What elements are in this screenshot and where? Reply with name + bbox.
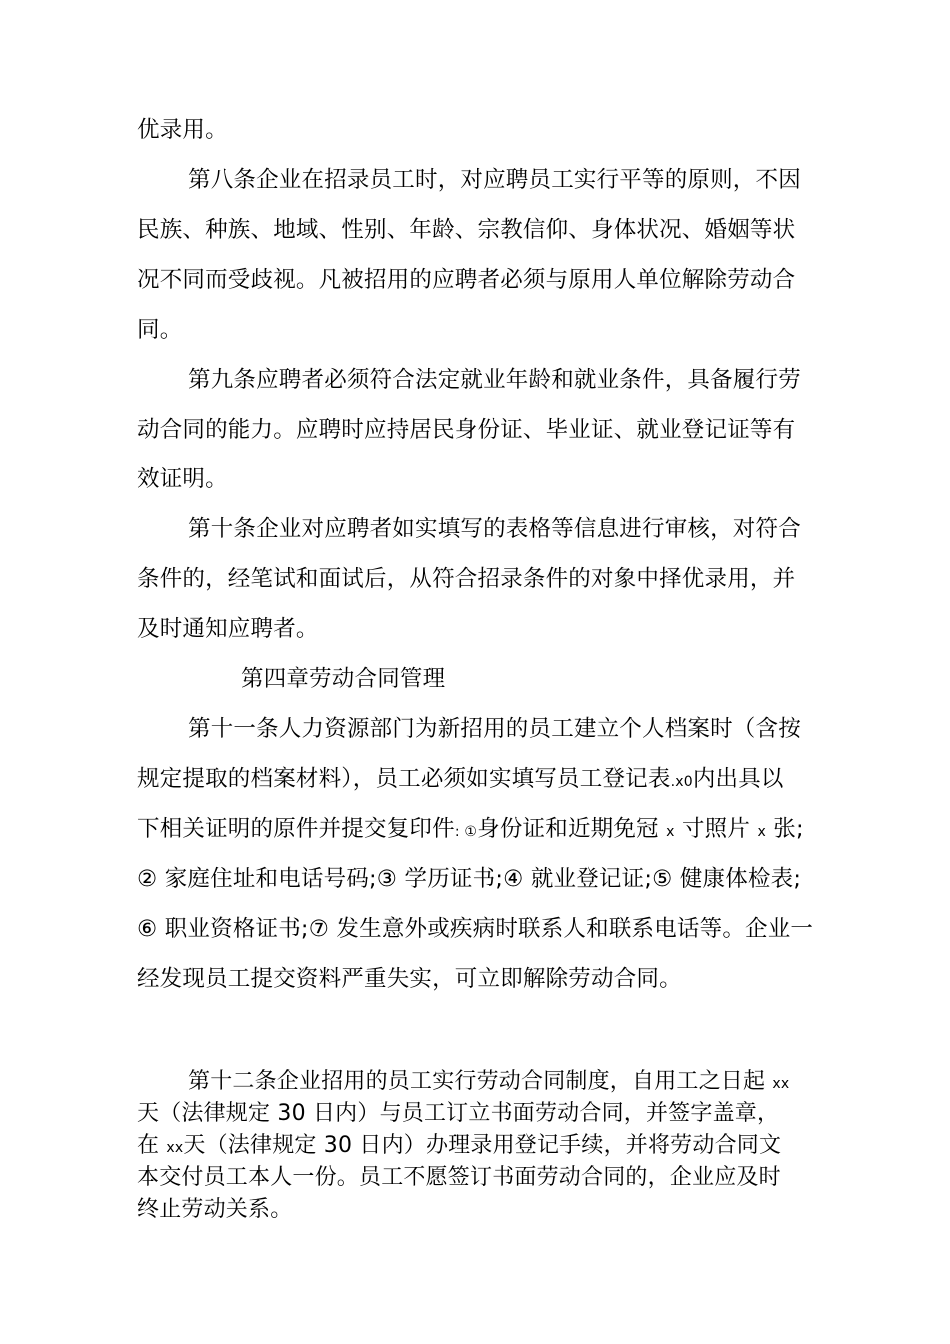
text-segment: xx xyxy=(166,1140,184,1156)
text-segment: xx xyxy=(772,1076,790,1092)
text-line: 民族、种族、地域、性别、年龄、宗教信仰、身体状况、婚姻等状 xyxy=(137,217,796,243)
article-10-line-1: 第十条企业对应聘者如实填写的表格等信息进行审核，对符合 xyxy=(188,516,801,542)
text-segment: 规定提取的档案材料），员工必须如实填写员工登记表 xyxy=(137,766,671,792)
text-segment: 内出具以 xyxy=(692,766,784,792)
text-line: ⑥ 职业资格证书;⑦ 发生意外或疾病时联系人和联系电话等。企业一 xyxy=(137,916,814,942)
text-segment: 下相关证明的原件并提交复印件 xyxy=(137,816,455,842)
text-segment: 第十二条企业招用的员工实行劳动合同制度，自用工之日起 xyxy=(188,1069,766,1094)
article-8-line-1: 第八条企业在招录员工时，对应聘员工实行平等的原则，不因 xyxy=(188,167,801,193)
text-line: 条件的，经笔试和面试后，从符合招录条件的对象中择优录用，并 xyxy=(137,566,796,592)
text-segment: 身份证和近期免冠 xyxy=(477,816,659,842)
text-line: 效证明。 xyxy=(137,466,228,492)
text-line: 经发现员工提交资料严重失实，可立即解除劳动合同。 xyxy=(137,966,682,992)
text-line: 终止劳动关系。 xyxy=(137,1197,293,1222)
text-segment: 在 xyxy=(137,1133,160,1158)
text-line: 本交付员工本人一份。员工不愿签订书面劳动合同的，企业应及时 xyxy=(137,1165,781,1190)
text-line: 天（法律规定 30 日内）与员工订立书面劳动合同，并签字盖章， xyxy=(137,1101,780,1126)
article-12-line-1 xyxy=(188,1068,789,1098)
text-line: 优录用。 xyxy=(137,117,228,143)
text-segment: 天（法律规定 30 日内）办理录用登记手续，并将劳动合同文 xyxy=(183,1133,782,1158)
text-line xyxy=(137,764,784,797)
chapter-heading: 第四章劳动合同管理 xyxy=(241,666,446,692)
text-line xyxy=(137,1132,781,1162)
text-line: ② 家庭住址和电话号码;③ 学历证书;④ 就业登记证;⑤ 健康体检表; xyxy=(137,866,802,892)
text-segment: x xyxy=(757,824,766,840)
article-11-line-1: 第十一条人力资源部门为新招用的员工建立个人档案时（含按 xyxy=(188,716,801,742)
text-segment: x xyxy=(666,824,675,840)
text-line: 及时通知应聘者。 xyxy=(137,616,319,642)
article-9-line-1: 第九条应聘者必须符合法定就业年龄和就业条件，具备履行劳 xyxy=(188,367,801,393)
text-segment: 寸照片 xyxy=(681,816,751,842)
text-line xyxy=(137,814,804,847)
text-line: 动合同的能力。应聘时应持居民身份证、毕业证、就业登记证等有 xyxy=(137,417,796,443)
text-line: 况不同而受歧视。凡被招用的应聘者必须与原用人单位解除劳动合 xyxy=(137,267,796,293)
text-segment: .x0 xyxy=(670,774,693,790)
text-line: 同。 xyxy=(137,317,183,343)
text-segment: : ① xyxy=(454,824,478,840)
text-segment: 张; xyxy=(773,816,804,842)
